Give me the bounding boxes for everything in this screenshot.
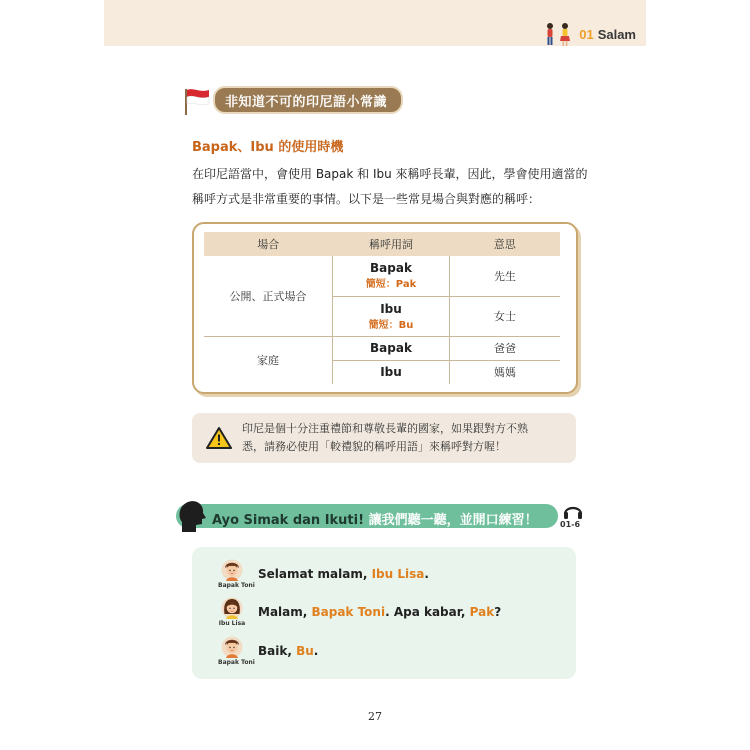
header-term: 稱呼用詞 [333, 232, 450, 256]
utterance-text: . [313, 644, 319, 658]
indonesia-flag-icon [179, 85, 213, 115]
utterance-highlight: Pak [469, 605, 495, 619]
chapter-number: 01 [579, 26, 594, 42]
listen-title-id: Ayo Simak dan Ikuti! [212, 513, 365, 528]
section-tag [179, 88, 403, 112]
speaker [218, 597, 246, 627]
warning-line: 印尼是個十分注重禮節和尊敬長輩的國家，如果跟對方不熟 [242, 422, 528, 435]
abbr-text: 簡短：Pak [365, 279, 417, 291]
paragraph-line: 稱呼方式是非常重要的事情。以下是一些常見場合與對應的稱呼： [192, 192, 541, 206]
man-avatar-icon [221, 559, 243, 581]
utterance-text: . [424, 567, 429, 581]
utterance-text: . Apa kabar, [385, 605, 470, 619]
utterance [258, 605, 501, 619]
dialogue-box [192, 547, 576, 679]
listen-banner [176, 502, 618, 528]
term-text: Bapak [370, 341, 412, 355]
speaker-name: Bapak Toni [218, 582, 255, 589]
speaker [218, 636, 255, 666]
intro-paragraph [192, 162, 602, 212]
headphones-icon[interactable] [562, 500, 584, 522]
chapter-label [539, 22, 636, 46]
warning-icon [206, 426, 232, 450]
utterance-highlight: Bu [296, 644, 314, 658]
term-text: Ibu [380, 301, 402, 316]
section-tag-label: 非知道不可的印尼語小常識 [213, 86, 403, 114]
listen-title-zh: 讓我們聽一聽，並開口練習！ [368, 513, 538, 528]
warning-box [192, 413, 576, 463]
abbr-text: 簡短：Bu [368, 319, 414, 331]
dialogue-line [218, 597, 501, 627]
dialogue-line [218, 559, 429, 589]
subheading: Bapak、Ibu 的使用時機 [192, 140, 344, 155]
listen-title [212, 509, 538, 528]
utterance-highlight: Ibu Lisa [371, 567, 425, 581]
dialogue-line [218, 636, 318, 666]
term-text: Bapak [370, 261, 412, 276]
utterance-text: Baik, [258, 644, 297, 658]
term-cell [333, 360, 450, 384]
table-row [204, 336, 560, 360]
head-silhouette-icon [176, 498, 206, 532]
meaning-cell: 媽媽 [494, 366, 516, 380]
speaker-name: Ibu Lisa [218, 620, 246, 627]
audio-track-number: 01-6 [560, 520, 581, 529]
meaning-cell: 先生 [450, 256, 561, 296]
warning-line: 悉，請務必使用「較禮貌的稱呼用語」來稱呼對方喔！ [242, 440, 506, 453]
term-cell [333, 256, 450, 296]
utterance-text: Selamat malam, [258, 567, 372, 581]
term-text: Ibu [380, 365, 402, 380]
paragraph-line: 在印尼語當中，會使用 Bapak 和 Ibu 來稱呼長輩，因此，學會使用適當的 [192, 167, 588, 181]
chapter-title: Salam [597, 26, 636, 42]
occasion-cell: 家庭 [204, 336, 333, 384]
utterance-text: ? [494, 605, 502, 619]
term-cell [333, 296, 450, 336]
header-occasion: 場合 [204, 232, 333, 256]
meaning-cell: 女士 [450, 296, 561, 336]
warning-text [242, 420, 562, 456]
occasion-cell: 公開、正式場合 [204, 256, 333, 336]
header-band [104, 0, 646, 46]
speaker [218, 559, 255, 589]
speaker-name: Bapak Toni [218, 659, 255, 666]
kids-illustration [539, 22, 577, 46]
utterance-highlight: Bapak Toni [311, 605, 386, 619]
header-meaning: 意思 [450, 232, 561, 256]
woman-avatar-icon [221, 597, 243, 619]
utterance-text: Malam, [258, 605, 312, 619]
utterance [258, 567, 429, 581]
meaning-cell: 爸爸 [450, 336, 561, 360]
usage-table [204, 232, 560, 384]
utterance [258, 644, 318, 658]
usage-table-box [192, 222, 578, 394]
table-row [204, 256, 560, 296]
term-cell [333, 336, 450, 360]
man-avatar-icon [221, 636, 243, 658]
textbook-page [104, 0, 646, 750]
table-header-row [204, 232, 560, 256]
page-number: 27 [368, 710, 382, 723]
